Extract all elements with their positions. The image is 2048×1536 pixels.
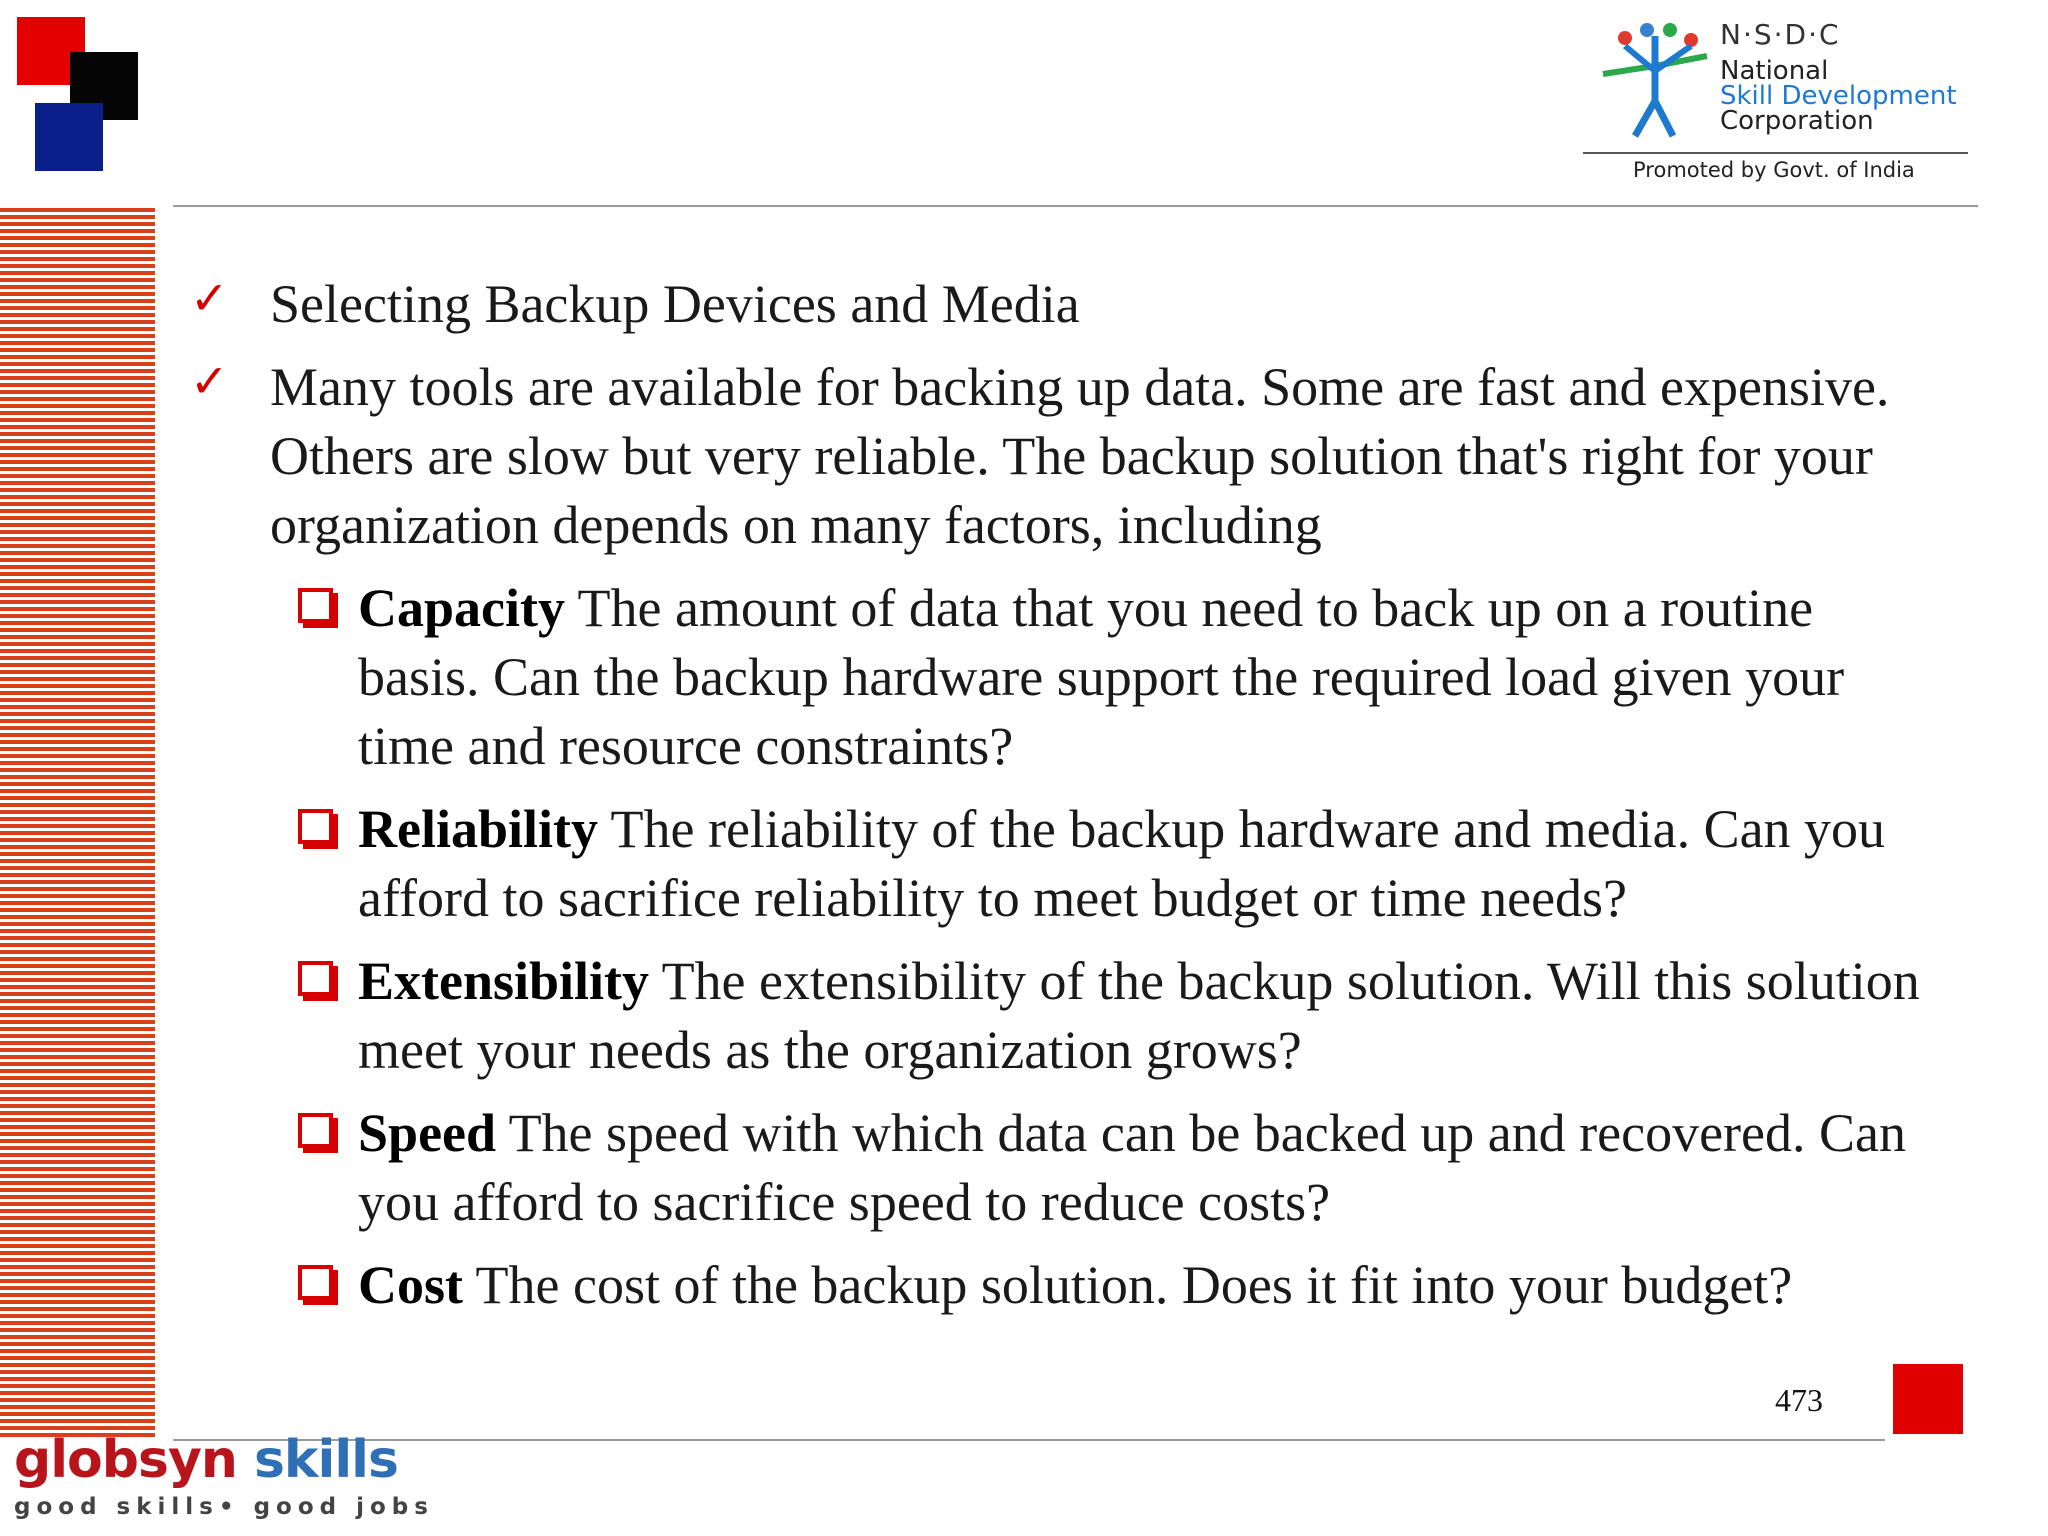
bullet-text: Selecting Backup Devices and Media bbox=[270, 274, 1080, 334]
factor-description: The extensibility of the backup solution. Will this solution meet your needs as the organization grows? bbox=[358, 951, 1920, 1080]
nsdc-name-line2: Skill Development bbox=[1720, 81, 1957, 111]
factor-description: The speed with which data can be backed up and recovered. Can you afford to sacrifice speed to reduce costs? bbox=[358, 1103, 1906, 1232]
globsyn-logo bbox=[14, 1430, 434, 1520]
factor-item-reliability bbox=[190, 795, 1920, 933]
checkbox-square-icon bbox=[298, 809, 333, 844]
factor-description: The amount of data that you need to back up on a routine basis. Can the backup hardware support the required load given your time and resource constraints? bbox=[358, 578, 1845, 776]
checkbox-square-icon bbox=[298, 961, 333, 996]
blue-square-deco bbox=[35, 103, 103, 171]
brand-tagline: good skills• good jobs bbox=[14, 1494, 434, 1520]
nsdc-logo bbox=[1585, 8, 1975, 188]
factor-item-capacity bbox=[190, 574, 1920, 781]
checkbox-square-icon bbox=[298, 1265, 333, 1300]
checkbox-square-icon bbox=[298, 588, 333, 623]
factor-term: Speed bbox=[358, 1103, 497, 1163]
slide-content bbox=[190, 270, 1920, 1334]
page-number: 473 bbox=[1775, 1382, 1823, 1418]
nsdc-abbreviation: N·S·D·C bbox=[1720, 18, 1841, 51]
brand-name-part2: skills bbox=[236, 1430, 398, 1490]
nsdc-promoted-text: Promoted by Govt. of India bbox=[1633, 158, 1915, 182]
factor-item-cost bbox=[190, 1251, 1920, 1320]
factor-item-extensibility bbox=[190, 947, 1920, 1085]
bullet-item bbox=[190, 353, 1920, 560]
factor-description: The cost of the backup solution. Does it fit into your budget? bbox=[463, 1255, 1793, 1315]
nsdc-name-line3: Corporation bbox=[1720, 106, 1874, 136]
nsdc-emblem-icon bbox=[1595, 16, 1715, 141]
brand-name-part1: globsyn bbox=[14, 1430, 237, 1490]
factor-term: Cost bbox=[358, 1255, 463, 1315]
factor-term: Extensibility bbox=[358, 951, 650, 1011]
checkbox-square-icon bbox=[298, 1113, 333, 1148]
left-stripe-bar bbox=[0, 208, 155, 1440]
factor-item-speed bbox=[190, 1099, 1920, 1237]
checkmark-icon: ✓ bbox=[190, 354, 229, 408]
bullet-item bbox=[190, 270, 1920, 339]
bullet-text: Many tools are available for backing up data. Some are fast and expensive. Others are slow but very reliable. The backup solution that's right for your organization depends on many factors, including bbox=[270, 357, 1890, 555]
factor-description: The reliability of the backup hardware and media. Can you afford to sacrifice reliability to meet budget or time needs? bbox=[358, 799, 1886, 928]
brand-name bbox=[14, 1430, 434, 1490]
factor-term: Capacity bbox=[358, 578, 565, 638]
factor-term: Reliability bbox=[358, 799, 598, 859]
corner-logo-squares bbox=[0, 0, 150, 180]
header-divider bbox=[173, 205, 1978, 207]
checkmark-icon: ✓ bbox=[190, 271, 229, 325]
footer-red-square bbox=[1893, 1364, 1963, 1434]
nsdc-name-line1: National bbox=[1720, 56, 1829, 86]
